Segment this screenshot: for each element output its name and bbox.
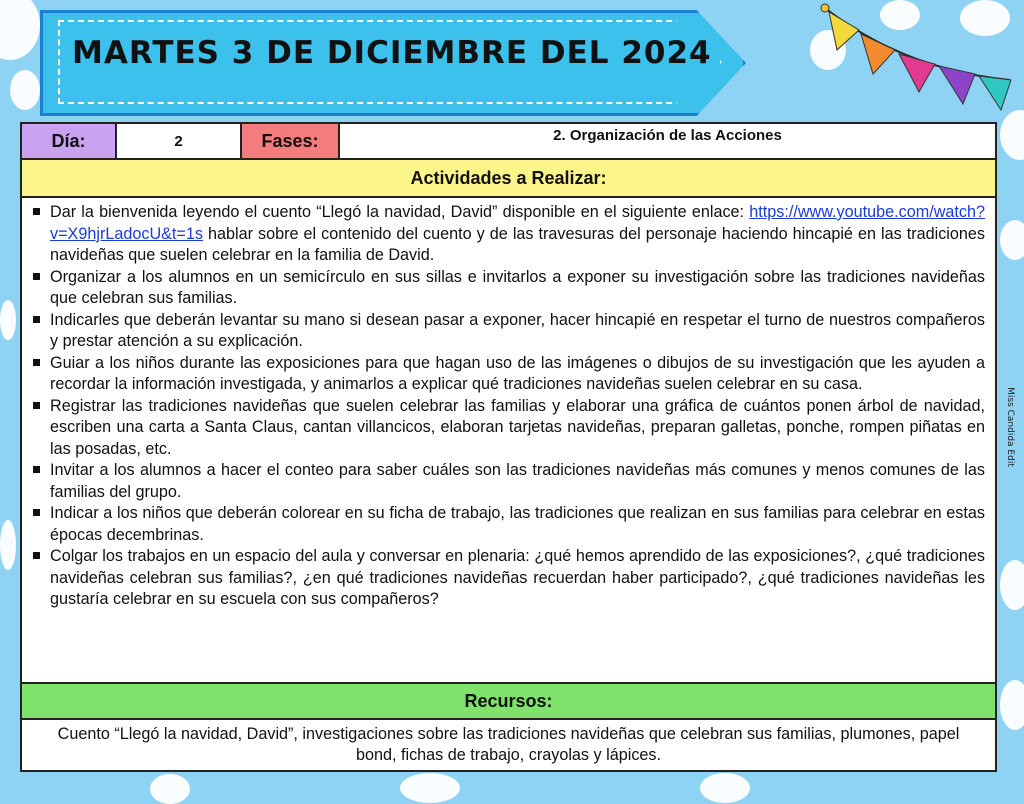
- dia-value: 2: [174, 132, 183, 150]
- bunting-flag-yellow: [829, 12, 859, 50]
- bullet-icon: [33, 509, 40, 516]
- activity-item: [30, 460, 985, 503]
- page-title: MARTES 3 DE DICIEMBRE DEL 2024: [72, 35, 712, 71]
- dia-value-cell: [117, 124, 242, 158]
- activity-text: Organizar a los alumnos en un semicírculo en sus sillas e invitarlos a exponer su investigación sobre las tradiciones navideñas que celebran sus familias.: [50, 267, 985, 307]
- dia-label-cell: [22, 124, 117, 158]
- activity-text: Registrar las tradiciones navideñas que suelen celebrar las familias y elaborar una gráfica de cuántos ponen árbol de navidad, escriben una carta a Santa Claus, cantan villancicos, elaboran tarjetas navideñas, preparan galletas, ponche, rompen piñatas en las posadas, etc.: [50, 396, 985, 458]
- bullet-icon: [33, 402, 40, 409]
- info-row: [22, 124, 995, 160]
- activity-item: [30, 310, 985, 353]
- bunting-flag-teal: [979, 76, 1011, 110]
- resources-section: [22, 720, 995, 770]
- bunting-flag-pink: [899, 54, 935, 92]
- fases-value: 2. Organización de las Acciones: [553, 127, 782, 144]
- bunting-flag-orange: [861, 34, 895, 74]
- activity-text: Colgar los trabajos en un espacio del aula y conversar en plenaria: ¿qué hemos aprendido de las exposiciones?, ¿qué tradiciones navideñas celebran sus familias?, ¿en qué tradiciones navideñas recuerdan haber participado?, ¿qué tradiciones navideñas les gustaría celebrar en su escuela con sus compañeros?: [50, 547, 985, 608]
- bullet-icon: [33, 466, 40, 473]
- fases-value-cell: [340, 124, 995, 158]
- activity-item: [30, 353, 985, 396]
- bullet-icon: [33, 552, 40, 559]
- bullet-icon: [33, 273, 40, 280]
- activity-text: Indicarles que deberán levantar su mano si desean pasar a exponer, hacer hincapié en respetar el turno de nuestros compañeros y prestar atención a su explicación.: [50, 310, 985, 350]
- bunting-decoration: [815, 0, 1015, 120]
- bullet-icon: [33, 208, 40, 215]
- resources-heading-row: [22, 684, 995, 720]
- bunting-flag-purple: [939, 66, 975, 104]
- credit-text: Miss Candida Edit: [1005, 387, 1015, 467]
- activity-item: [30, 503, 985, 546]
- activity-text: Dar la bienvenida leyendo el cuento “Llegó la navidad, David” disponible en el siguiente enlace:: [50, 203, 750, 221]
- resources-text: Cuento “Llegó la navidad, David”, investigaciones sobre las tradiciones navideñas que celebran sus familias, plumones, papel bond, fichas de trabajo, crayolas y lápices.: [57, 724, 960, 764]
- fases-label-cell: [242, 124, 340, 158]
- activity-item: [30, 546, 985, 611]
- activity-item: [30, 396, 985, 461]
- bullet-icon: [33, 359, 40, 366]
- activities-heading: Actividades a Realizar:: [410, 167, 607, 188]
- activity-item: [30, 202, 985, 267]
- activities-list: [30, 202, 985, 611]
- activity-text: hablar sobre el contenido del cuento y de las travesuras del personaje haciendo hincapié en las tradiciones navideñas que suelen celebrar en la familia de David.: [50, 224, 985, 264]
- activity-item: [30, 267, 985, 310]
- lesson-plan-card: [20, 122, 997, 772]
- bullet-icon: [33, 316, 40, 323]
- activity-text: Indicar a los niños que deberán colorear en su ficha de trabajo, las tradiciones que realizan en sus familias para celebrar en estas épocas decembrinas.: [50, 504, 985, 544]
- activity-text: Guiar a los niños durante las exposiciones para que hagan uso de las imágenes o dibujos de su investigación que les ayuden a recordar la información investigada, y animarlos a explicar qué tradiciones navideñas suelen celebrar en su casa.: [50, 353, 985, 393]
- activity-text: Invitar a los alumnos a hacer el conteo para saber cuáles son las tradiciones navideñas más comunes y menos comunes de las familias del grupo.: [50, 461, 985, 501]
- activities-section: [22, 198, 995, 684]
- activities-heading-row: [22, 160, 995, 198]
- resources-heading: Recursos:: [464, 690, 553, 711]
- fases-label: Fases:: [261, 130, 319, 151]
- video-link[interactable]: https://www.youtube.com/watch?v=X9hjrLadocU&t=1s: [50, 203, 985, 243]
- dia-label: Día:: [51, 130, 86, 151]
- credit-watermark: [1000, 362, 1020, 492]
